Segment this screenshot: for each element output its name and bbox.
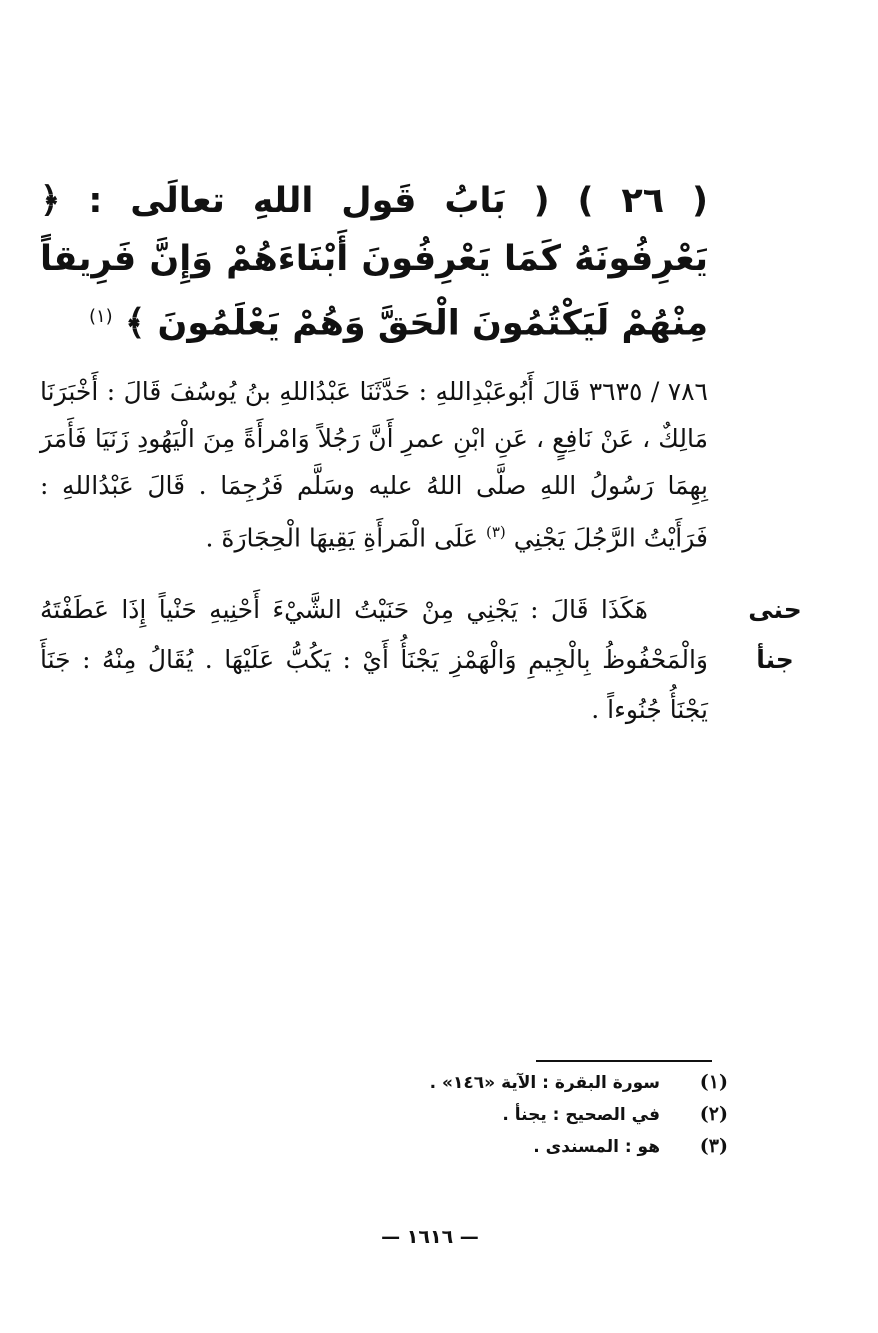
footnote-item [300, 1071, 728, 1103]
footnote-ref-3: (٣) [485, 523, 506, 541]
page-number: — ١٦١٦ — [381, 1226, 479, 1248]
footnote-divider [536, 1060, 712, 1062]
margin-word-hana: حنى [748, 595, 802, 624]
margin-word-jana: جنأ [756, 645, 794, 674]
footnote-number: (٢) [699, 1103, 728, 1125]
footnote-item [300, 1135, 728, 1167]
hadith-text-part-2: عَلَى الْمَرأَةِ يَقِيهَا الْحِجَارَةَ . [205, 523, 478, 553]
hadith-text-part-1: ٧٨٦ / ٣٦٣٥ قَالَ أَبُوعَبْدِاللهِ : حَدَّثَنَا عَبْدُاللهِ بنُ يُوسُفَ قَالَ : أَخْبَرَنَا مَالِكٌ ، عَنْ نَافِعٍ ، عَنِ ابْنِ عمرِ أَنَّ رَجُلاً وَامْرأَةً مِنَ الْيَهُودِ زَنَيَا فَأَمَرَ بِهِمَا رَسُولُ اللهِ صلَّى اللهُ عليه وسَلَّم فَرُجِمَا . قَالَ عَبْدُاللهِ : فَرَأَيْتُ الرَّجُلَ يَجْنِي [40, 377, 708, 553]
gloss-text: هَكَذَا قَالَ : يَجْنِي مِنْ حَنَيْتُ الشَّيْءَ أَحْنِيهِ حَنْياً إِذَا عَطَفْتَهُ وَالْمَحْفُوظُ بِالْجِيمِ وَالْهَمْزِ يَجْنَأُ أَيْ : يَكُبُّ عَلَيْهَا . يُقَالُ مِنْهُ : جَنَأَ يَجْنَأُ جُنُوءاً . [40, 595, 708, 724]
footnote-number: (٣) [699, 1135, 728, 1157]
footnote-text: هو : المسندى . [533, 1137, 660, 1157]
chapter-heading [40, 172, 708, 353]
hadith-text [40, 368, 708, 561]
gloss-paragraph [40, 585, 708, 735]
footnotes [300, 1071, 728, 1167]
footnote-text: سورة البقرة : الآية «١٤٦» . [429, 1073, 660, 1093]
footnote-number: (١) [699, 1071, 728, 1093]
chapter-heading-text: ( ٢٦ ) ( بَابُ قَول اللهِ تعالَى : ﴿ يَعْرِفُونَهُ كَمَا يَعْرِفُونَ أَبْنَاءَهُمْ وَإِنَّ فَرِيقاً مِنْهُمْ لَيَكْتُمُونَ الْحَقَّ وَهُمْ يَعْلَمُونَ ﴾ [40, 181, 709, 344]
footnote-ref-1: (١) [88, 306, 113, 327]
footnote-text: في الصحيح : يجنأ . [502, 1105, 660, 1125]
footnote-item [300, 1103, 728, 1135]
